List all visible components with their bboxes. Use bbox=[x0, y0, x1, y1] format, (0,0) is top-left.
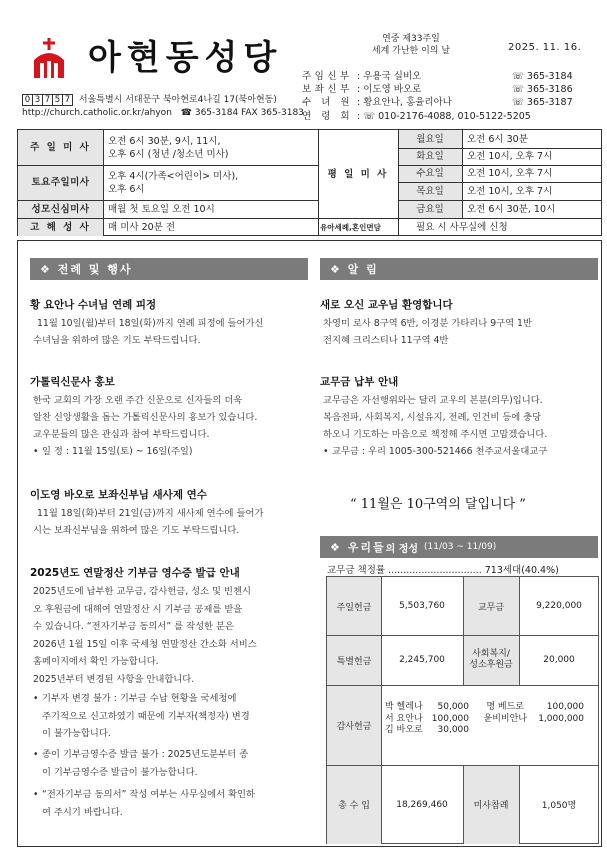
article-bullet: • 일 정 : 11월 15일(토) ~ 16일(주일) bbox=[42, 443, 304, 460]
offering-value: 2,245,700 bbox=[399, 655, 445, 665]
offering-value: 1,050명 bbox=[541, 801, 577, 811]
article-line: 한국 교회의 가장 오랜 주간 신문으로 신자들의 더욱 bbox=[33, 395, 243, 406]
article-line: 교무금은 자선행위와는 달리 교우의 본분(의무)입니다. bbox=[323, 395, 543, 406]
article-line: 교우분들의 많은 관심과 참여 부탁드립니다. bbox=[33, 429, 210, 440]
clergy-phone: ☏ 365-3187 bbox=[512, 97, 573, 109]
confession-label: 고 해 성 사 bbox=[18, 218, 103, 236]
article-line: 11월 10일(월)부터 18일(화)까지 연례 피정에 들어가신 bbox=[37, 318, 264, 329]
pledge-rate: 교무금 책정률 ............................... 713세대(40.4%) bbox=[327, 565, 559, 576]
clergy-name: : 황요안나, 홍율리아나 bbox=[357, 97, 452, 109]
article-line: 2025년도에 납부한 교무금, 감사헌금, 성소 및 빈첸시 bbox=[33, 586, 251, 597]
article-title: 이도영 바오로 보좌신부님 새사제 연수 bbox=[30, 489, 207, 501]
article-bullet bbox=[42, 786, 304, 821]
article-title: 가톨릭신문사 홍보 bbox=[30, 376, 115, 388]
article-line: 오 후원금에 대해여 연말정산 시 기부금 공제를 받을 bbox=[33, 603, 243, 615]
article-line: 전지혜 크리스티나 11구역 4반 bbox=[323, 335, 449, 346]
article-title: 황 요안나 수녀님 연례 피정 bbox=[30, 299, 157, 311]
offering-label: 특별헌금 bbox=[327, 635, 381, 685]
article-line: 복음전파, 사회복지, 시설유지, 전례, 인건비 등에 충당 bbox=[323, 412, 542, 423]
article-line: 차영미 로사 8구역 6반, 이경분 가타리나 9구역 1반 bbox=[323, 318, 532, 329]
weekday-day: 목요일 bbox=[398, 182, 462, 200]
bullet-line: 여 주시기 바랍니다. bbox=[42, 806, 123, 818]
clergy-row bbox=[302, 110, 602, 123]
donor-name: 명 베드로 bbox=[486, 702, 524, 712]
week-title: 연중 제33주일 bbox=[382, 34, 440, 44]
offering-heading-main: ❖ 우리들 bbox=[330, 541, 386, 554]
church-logo-icon bbox=[30, 38, 68, 78]
clergy-name: : ☏ 010-2176-4088, 010-5122-5205 bbox=[357, 110, 531, 122]
article-line: 하오니 기도하는 마음으로 책정해 주시면 고맙겠습니다. bbox=[323, 429, 548, 440]
weekday-day: 수요일 bbox=[398, 165, 462, 182]
mass-schedule-table bbox=[17, 129, 602, 236]
article-line: 2025년부터 변경된 사항을 안내합니다. bbox=[33, 673, 195, 685]
clergy-row bbox=[302, 83, 602, 96]
weekday-time: 오전 10시, 오후 7시 bbox=[467, 151, 553, 162]
offering-value: 5,503,760 bbox=[399, 601, 445, 611]
clergy-list bbox=[302, 70, 602, 123]
confession-time: 매 미사 20분 전 bbox=[108, 221, 176, 233]
sacrament-info: 필요 시 사무실에 신청 bbox=[416, 221, 508, 233]
clergy-role: 주임신부 bbox=[302, 71, 353, 82]
weekday-time: 오전 10시, 오후 7시 bbox=[467, 185, 553, 197]
article-body bbox=[323, 315, 598, 349]
offering-heading-sub: 의 정성 bbox=[385, 543, 419, 555]
parish-website-link[interactable]: http://church.catholic.or.kr/ahyon bbox=[22, 108, 172, 118]
weekday-time: 오전 10시, 오후 7시 bbox=[467, 168, 553, 179]
article-body bbox=[33, 583, 305, 688]
donor-amount: 100,000 bbox=[431, 713, 469, 724]
month-motto: “ 11월은 10구역의 달입니다 ” bbox=[350, 497, 526, 512]
liturgical-week bbox=[355, 33, 467, 57]
bullet-line: 주기적으로 신고하였기 때문에 기부자(책정자) 변경 bbox=[42, 710, 250, 722]
offering-label: 주일헌금 bbox=[327, 577, 381, 635]
weekday-time: 오전 6시 30분, 10시 bbox=[467, 203, 556, 215]
saturday-mass-label: 토요주일미사 bbox=[18, 165, 103, 200]
bulletin-date: 2025. 11. 16. bbox=[508, 42, 582, 53]
bullet-line: • 종이 기부금영수증 발급 불가 : 2025년도분부터 종 bbox=[42, 749, 249, 760]
weekday-time: 오전 6시 30분 bbox=[467, 133, 528, 145]
article-body bbox=[33, 315, 305, 349]
donor-list bbox=[385, 685, 597, 765]
offering-table bbox=[326, 576, 599, 844]
bulletin-header bbox=[0, 0, 607, 120]
offering-label: 미사참례 bbox=[463, 765, 519, 844]
offering-label: 총 수 입 bbox=[327, 765, 381, 844]
weekday-day: 화요일 bbox=[398, 148, 462, 165]
zip-digit: 3 bbox=[32, 94, 43, 106]
bullet-line: • “전자기부금 동의서” 작성 여부는 사무실에서 확인하 bbox=[42, 789, 256, 800]
zip-digit: 7 bbox=[62, 94, 73, 106]
clergy-role: 보좌신부 bbox=[302, 84, 353, 96]
donor-amount: 1,000,000 bbox=[538, 713, 584, 724]
sunday-mass-line: 오전 6시 30분, 9시, 11시, bbox=[108, 135, 221, 147]
article-body bbox=[33, 505, 305, 539]
clergy-row bbox=[302, 96, 602, 109]
zip-digit: 7 bbox=[42, 94, 53, 106]
donor-row bbox=[385, 725, 597, 737]
offering-label: 감사헌금 bbox=[327, 685, 381, 765]
donor-name: 윤비비안나 bbox=[483, 713, 527, 724]
offering-label: 사회복지/ 성소후원금 bbox=[463, 635, 519, 685]
article-bullet: • 교무금 : 우리 1005-300-521466 천주교서울대교구 bbox=[332, 443, 600, 460]
weekday-day: 월요일 bbox=[398, 130, 462, 148]
clergy-row bbox=[302, 70, 602, 83]
sunday-mass-line: 오후 6시 (청년 /청소년 미사) bbox=[108, 148, 229, 160]
article-body bbox=[33, 392, 305, 443]
article-title: 새로 오신 교우님 환영합니다 bbox=[320, 299, 453, 311]
offering-value: 9,220,000 bbox=[536, 601, 582, 611]
offering-period: (11/03 ~ 11/09) bbox=[424, 542, 497, 552]
article-line: 11월 18일(화)부터 21일(금)까지 새사제 연수에 들어가 bbox=[37, 508, 264, 519]
donor-amount: 50,000 bbox=[437, 702, 469, 712]
donor-amount: 30,000 bbox=[437, 725, 469, 735]
article-line: 수 있습니다. “전자기부금 동의서” 를 작성한 분은 bbox=[33, 621, 234, 632]
weekday-day: 금요일 bbox=[398, 200, 462, 218]
donor-amount: 100,000 bbox=[546, 702, 584, 712]
heart-mass-label: 성모신심미사 bbox=[18, 200, 103, 218]
clergy-phone: ☏ 365-3184 bbox=[512, 71, 573, 82]
liturgy-section-heading: ❖ 전례 및 행사 bbox=[30, 258, 308, 280]
article-bullet bbox=[42, 690, 304, 743]
donor-name: 김 바오로 bbox=[385, 725, 423, 735]
donor-name: 서 요안나 bbox=[385, 713, 423, 724]
clergy-role: 연 령 회 bbox=[302, 110, 354, 122]
article-bullet bbox=[42, 746, 304, 781]
sacrament-label: 유아세례,혼인면담 bbox=[320, 222, 381, 232]
article-line: 홈페이지에서 확인 가능합니다. bbox=[33, 656, 159, 667]
address-text: 서울특별시 서대문구 북아현로4나길 17(북아현동) bbox=[78, 95, 277, 105]
parish-phone: ☎ 365-3184 FAX 365-3183 bbox=[180, 108, 304, 118]
parish-address bbox=[22, 92, 277, 106]
parish-contact bbox=[22, 108, 304, 118]
zip-digit: 0 bbox=[22, 94, 33, 106]
offering-label: 교무금 bbox=[463, 577, 519, 635]
article-line: 알찬 신앙생활을 돕는 가톨릭신문사의 홍보가 있습니다. bbox=[33, 412, 258, 423]
clergy-role: 수 녀 원 bbox=[302, 97, 354, 109]
saturday-mass-times bbox=[103, 165, 318, 200]
saturday-mass-line: 오후 6시 bbox=[108, 183, 145, 195]
donor-row bbox=[385, 714, 597, 726]
article-title: 교무금 납부 안내 bbox=[320, 376, 399, 388]
article-body bbox=[323, 392, 598, 443]
clergy-name: : 우용국 실비오 bbox=[357, 71, 422, 82]
donor-name: 박 헬레나 bbox=[385, 702, 423, 712]
clergy-phone: ☏ 365-3186 bbox=[512, 84, 573, 96]
bullet-line: • 기부자 변경 불가 : 기부금 수납 현황을 국세청에 bbox=[42, 693, 237, 704]
donor-row bbox=[385, 702, 597, 714]
weekday-mass-label: 평 일 미 사 bbox=[318, 130, 398, 218]
article-title: 2025년도 연말정산 기부금 영수증 발급 안내 bbox=[30, 567, 240, 579]
parish-name: 아현동성당 bbox=[88, 38, 283, 78]
offering-value: 20,000 bbox=[543, 655, 575, 665]
offering-value: 18,269,460 bbox=[396, 799, 448, 810]
sunday-mass-times bbox=[103, 130, 318, 165]
clergy-name: : 이도영 바오로 bbox=[357, 84, 422, 96]
article-line: 수녀님을 위하여 많은 기도 부탁드립니다. bbox=[33, 335, 201, 346]
zip-digit: 5 bbox=[52, 94, 63, 106]
week-subtitle: 세계 가난한 이의 날 bbox=[371, 46, 451, 56]
sunday-mass-label: 주 일 미 사 bbox=[18, 130, 103, 165]
article-line: 시는 보좌신부님을 위하여 많은 기도 부탁드립니다. bbox=[33, 525, 240, 536]
saturday-mass-line: 오후 4시(가족<어린이> 미사), bbox=[108, 170, 239, 182]
bullet-line: 이 기부금영수증 발급이 불가능합니다. bbox=[42, 766, 198, 778]
offering-section-heading bbox=[320, 536, 598, 558]
bullet-line: 이 불가능합니다. bbox=[42, 728, 111, 739]
article-line: 2026년 1월 15일 이후 국세청 연말정산 간소화 서비스 bbox=[33, 638, 257, 650]
heart-mass-time: 매월 첫 토요일 오전 10시 bbox=[108, 203, 215, 215]
notice-section-heading: ❖ 알 림 bbox=[320, 258, 598, 280]
